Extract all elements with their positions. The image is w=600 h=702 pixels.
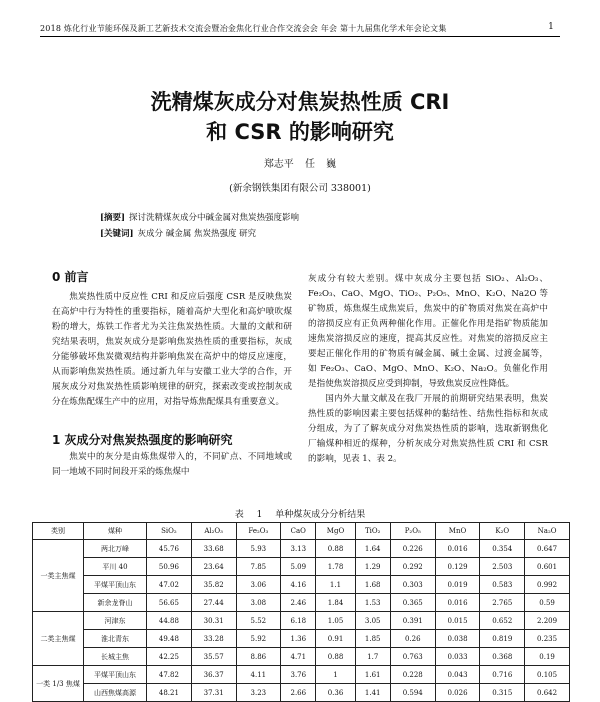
value-cell: 0.228 bbox=[390, 666, 435, 684]
value-cell: 0.642 bbox=[525, 684, 570, 702]
value-cell: 0.226 bbox=[390, 540, 435, 558]
value-cell: 5.92 bbox=[236, 630, 281, 648]
value-cell: 1.1 bbox=[316, 576, 355, 594]
value-cell: 7.85 bbox=[236, 558, 281, 576]
abstract-label: [摘要] bbox=[100, 213, 126, 223]
value-cell: 0.033 bbox=[435, 648, 480, 666]
col-header: CaO bbox=[281, 523, 316, 540]
col-header: SiO₂ bbox=[147, 523, 192, 540]
value-cell: 56.65 bbox=[147, 594, 192, 612]
running-title: 2018 炼化行业节能环保及新工艺新技术交流会暨冶金焦化行业合作交流会会 年会 第十九届焦化学术年会论文集 bbox=[40, 24, 447, 33]
table-row bbox=[33, 612, 570, 630]
intro-paragraph: 焦炭热性质中反应性 CRI 和反应后强度 CSR 是反映焦炭在高炉中行为特性的重要指标，随着高炉大型化和高炉喷吹煤粉的增大，炼铁工作者尤为关注焦炭热性质。大量的文献和研究结果表明，焦炭灰成分是影响焦炭热性质的重要指标，灰成分能够破坏焦炭微观结构并影响焦炭在高炉中的熔反应速度，从而影响焦炭热性质。通过新九年与安徽工业大学的合作，开展灰成分对焦炭热性质影响规律的研究，探索改变或控制灰成分在炼焦配煤生产中的应用，对指导炼焦配煤具有重要意义。 bbox=[52, 292, 292, 407]
right-column bbox=[308, 272, 548, 467]
col-header: 类别 bbox=[33, 523, 84, 540]
value-cell: 1.36 bbox=[281, 630, 316, 648]
value-cell: 0.652 bbox=[480, 612, 525, 630]
col-header: MgO bbox=[316, 523, 355, 540]
col-header: Fe₂O₃ bbox=[236, 523, 281, 540]
value-cell: 3.76 bbox=[281, 666, 316, 684]
table-caption: 表 1 单种煤灰成分分析结果 bbox=[234, 510, 366, 520]
value-cell: 33.68 bbox=[191, 540, 236, 558]
value-cell: 2.765 bbox=[480, 594, 525, 612]
paper-title-line1: 洗精煤灰成分对焦炭热性质 CRI bbox=[150, 90, 450, 114]
right-paragraph-2: 国内外大量文献及在我厂开展的前期研究结果表明，焦炭热性质的影响因素主要包括煤种的黏结性、结焦性指标和灰成分组成，为了了解灰成分对焦炭热性质的影响，选取新钢焦化厂输煤种相近的煤种，分析灰成分对焦炭热性质 CRI 和 CSR 的影响，见表 1、表 2。 bbox=[308, 394, 548, 464]
running-header bbox=[40, 20, 560, 37]
value-cell: 0.043 bbox=[435, 666, 480, 684]
table-row bbox=[33, 576, 570, 594]
value-cell: 2.46 bbox=[281, 594, 316, 612]
keywords-text: 灰成分 碱金属 焦炭热强度 研究 bbox=[137, 229, 257, 239]
value-cell: 0.292 bbox=[390, 558, 435, 576]
value-cell: 0.315 bbox=[480, 684, 525, 702]
value-cell: 0.91 bbox=[316, 630, 355, 648]
value-cell: 1.64 bbox=[355, 540, 390, 558]
value-cell: 0.583 bbox=[480, 576, 525, 594]
value-cell: 47.82 bbox=[147, 666, 192, 684]
value-cell: 5.93 bbox=[236, 540, 281, 558]
affiliation: (新余钢铁集团有限公司 338001) bbox=[229, 183, 371, 194]
authors: 郑志平 任 巍 bbox=[263, 159, 337, 170]
coal-name-cell: 山西焦煤高源 bbox=[84, 684, 147, 702]
coal-name-cell: 新余龙脊山 bbox=[84, 594, 147, 612]
value-cell: 4.71 bbox=[281, 648, 316, 666]
table-row bbox=[33, 558, 570, 576]
value-cell: 50.96 bbox=[147, 558, 192, 576]
value-cell: 1.05 bbox=[316, 612, 355, 630]
coal-name-cell: 平煤平顶山东 bbox=[84, 576, 147, 594]
value-cell: 49.48 bbox=[147, 630, 192, 648]
value-cell: 35.82 bbox=[191, 576, 236, 594]
value-cell: 8.86 bbox=[236, 648, 281, 666]
value-cell: 3.23 bbox=[236, 684, 281, 702]
col-header: 煤种 bbox=[84, 523, 147, 540]
value-cell: 47.02 bbox=[147, 576, 192, 594]
value-cell: 3.05 bbox=[355, 612, 390, 630]
value-cell: 44.88 bbox=[147, 612, 192, 630]
col-header: Na₂O bbox=[525, 523, 570, 540]
value-cell: 42.25 bbox=[147, 648, 192, 666]
value-cell: 1.68 bbox=[355, 576, 390, 594]
coal-name-cell: 淮北青东 bbox=[84, 630, 147, 648]
value-cell: 0.594 bbox=[390, 684, 435, 702]
value-cell: 0.016 bbox=[435, 594, 480, 612]
value-cell: 0.105 bbox=[525, 666, 570, 684]
section1-paragraph: 焦炭中的灰分是由炼焦煤带入的，不同矿点、不同地域或同一地域不同时间段开采的炼焦煤中 bbox=[52, 452, 292, 477]
paper-title-line2: 和 CSR 的影响研究 bbox=[206, 120, 394, 144]
value-cell: 4.11 bbox=[236, 666, 281, 684]
value-cell: 48.21 bbox=[147, 684, 192, 702]
value-cell: 5.52 bbox=[236, 612, 281, 630]
value-cell: 3.08 bbox=[236, 594, 281, 612]
coal-name-cell: 两北万峰 bbox=[84, 540, 147, 558]
coal-name-cell: 平煤平顶山东 bbox=[84, 666, 147, 684]
value-cell: 0.19 bbox=[525, 648, 570, 666]
value-cell: 1.53 bbox=[355, 594, 390, 612]
table-row bbox=[33, 630, 570, 648]
value-cell: 33.28 bbox=[191, 630, 236, 648]
ash-composition-table bbox=[32, 522, 570, 702]
col-header: TiO₂ bbox=[355, 523, 390, 540]
value-cell: 23.64 bbox=[191, 558, 236, 576]
value-cell: 1.29 bbox=[355, 558, 390, 576]
value-cell: 0.819 bbox=[480, 630, 525, 648]
value-cell: 0.129 bbox=[435, 558, 480, 576]
value-cell: 0.391 bbox=[390, 612, 435, 630]
keywords bbox=[100, 227, 520, 239]
value-cell: 35.57 bbox=[191, 648, 236, 666]
value-cell: 0.303 bbox=[390, 576, 435, 594]
value-cell: 0.26 bbox=[390, 630, 435, 648]
value-cell: 30.31 bbox=[191, 612, 236, 630]
value-cell: 4.16 bbox=[281, 576, 316, 594]
abstract-text: 探讨洗精煤灰成分中碱金属对焦炭热强度影响 bbox=[129, 213, 300, 223]
value-cell: 1.7 bbox=[355, 648, 390, 666]
value-cell: 2.209 bbox=[525, 612, 570, 630]
page-number: 1 bbox=[548, 22, 554, 32]
value-cell: 0.368 bbox=[480, 648, 525, 666]
value-cell: 2.503 bbox=[480, 558, 525, 576]
right-paragraph-1: 灰成分有较大差别。煤中灰成分主要包括 SiO₂、Al₂O₃、Fe₂O₃、CaO、MgO、TiO₂、P₂O₅、MnO、K₂O、Na2O 等矿物质，炼焦煤生成焦炭后，焦炭中的矿物质对焦炭在高炉中的溶损反应有正负两种催化作用。正催化作用是指矿物质能加速焦炭溶损反应的速度，提高其反应性。对焦炭的溶损反应主要起正催化作用的矿物质有碱金属、碱土金属、过渡金属等，如 Fe₂O₃、CaO、MgO、MnO、K₂O、Na₂O。负催化作用是指使焦炭溶损反应受到抑制，导致焦炭反应性降低。 bbox=[308, 274, 548, 389]
col-header: P₂O₅ bbox=[390, 523, 435, 540]
coal-name-cell: 长城主焦 bbox=[84, 648, 147, 666]
value-cell: 0.026 bbox=[435, 684, 480, 702]
value-cell: 0.235 bbox=[525, 630, 570, 648]
value-cell: 1.78 bbox=[316, 558, 355, 576]
value-cell: 0.992 bbox=[525, 576, 570, 594]
table-row bbox=[33, 684, 570, 702]
value-cell: 0.88 bbox=[316, 648, 355, 666]
keywords-label: [关键词] bbox=[100, 229, 134, 239]
value-cell: 0.716 bbox=[480, 666, 525, 684]
value-cell: 0.354 bbox=[480, 540, 525, 558]
coal-name-cell: 河津东 bbox=[84, 612, 147, 630]
value-cell: 45.76 bbox=[147, 540, 192, 558]
col-header: Al₂O₃ bbox=[191, 523, 236, 540]
value-cell: 0.601 bbox=[525, 558, 570, 576]
category-cell: 一类 1/3 焦煤 bbox=[33, 666, 84, 702]
value-cell: 0.59 bbox=[525, 594, 570, 612]
value-cell: 36.37 bbox=[191, 666, 236, 684]
table-row bbox=[33, 648, 570, 666]
value-cell: 3.13 bbox=[281, 540, 316, 558]
value-cell: 0.763 bbox=[390, 648, 435, 666]
coal-name-cell: 平川 40 bbox=[84, 558, 147, 576]
table-row bbox=[33, 594, 570, 612]
table-body bbox=[33, 540, 570, 702]
category-cell: 一类主焦煤 bbox=[33, 540, 84, 612]
table-row bbox=[33, 540, 570, 558]
value-cell: 0.015 bbox=[435, 612, 480, 630]
value-cell: 3.06 bbox=[236, 576, 281, 594]
value-cell: 1 bbox=[316, 666, 355, 684]
value-cell: 0.019 bbox=[435, 576, 480, 594]
intro-column bbox=[52, 290, 292, 410]
value-cell: 0.365 bbox=[390, 594, 435, 612]
value-cell: 0.88 bbox=[316, 540, 355, 558]
value-cell: 1.61 bbox=[355, 666, 390, 684]
section-heading-1: 1 灰成分对焦炭热强度的影响研究 bbox=[52, 433, 233, 447]
value-cell: 27.44 bbox=[191, 594, 236, 612]
table-row bbox=[33, 666, 570, 684]
col-header: K₂O bbox=[480, 523, 525, 540]
value-cell: 1.84 bbox=[316, 594, 355, 612]
value-cell: 0.038 bbox=[435, 630, 480, 648]
value-cell: 5.09 bbox=[281, 558, 316, 576]
section-heading-intro: 0 前言 bbox=[52, 270, 89, 284]
value-cell: 6.18 bbox=[281, 612, 316, 630]
abstract bbox=[100, 211, 520, 223]
value-cell: 1.85 bbox=[355, 630, 390, 648]
value-cell: 2.66 bbox=[281, 684, 316, 702]
category-cell: 二类主焦煤 bbox=[33, 612, 84, 666]
value-cell: 0.647 bbox=[525, 540, 570, 558]
value-cell: 1.41 bbox=[355, 684, 390, 702]
section1-column bbox=[52, 450, 292, 480]
col-header: MnO bbox=[435, 523, 480, 540]
value-cell: 0.36 bbox=[316, 684, 355, 702]
table-header-row bbox=[33, 523, 570, 540]
value-cell: 37.31 bbox=[191, 684, 236, 702]
value-cell: 0.016 bbox=[435, 540, 480, 558]
